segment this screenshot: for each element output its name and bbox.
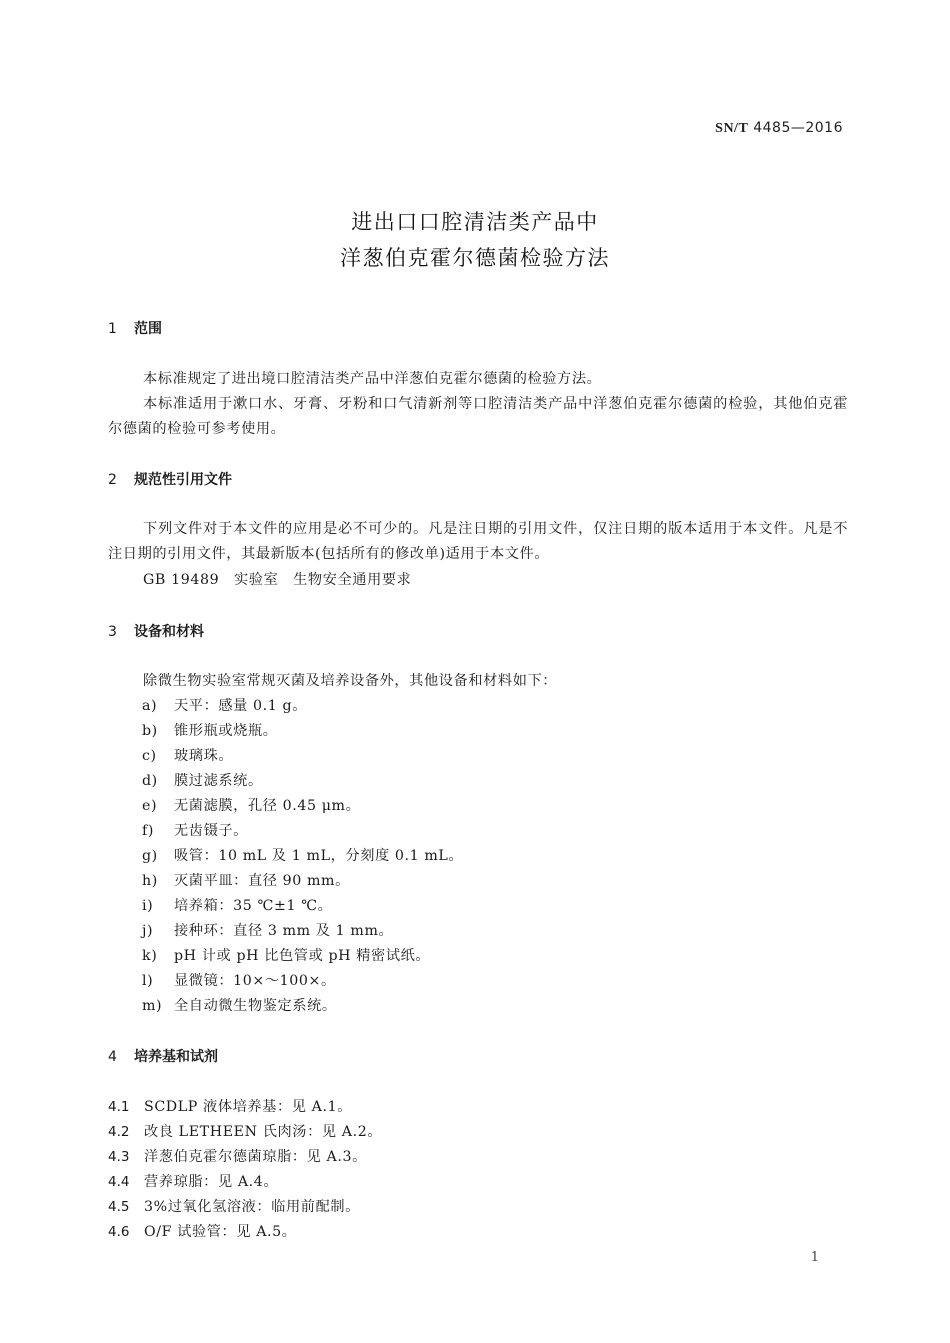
section-number: 2 <box>108 472 117 488</box>
section-number: 4 <box>108 1049 117 1065</box>
subclause-item: 4.2 改良 LETHEEN 氏肉汤：见 A.2。 <box>108 1124 383 1140</box>
subclause-item: 4.3 洋葱伯克霍尔德菌琼脂：见 A.3。 <box>108 1149 367 1165</box>
list-item: i) 培养箱：35 ℃±1 ℃。 <box>142 898 333 914</box>
list-item: a) 天平：感量 0.1 g。 <box>142 698 307 714</box>
list-item: j) 接种环：直径 3 mm 及 1 mm。 <box>142 923 394 939</box>
list-item: d) 膜过滤系统。 <box>142 773 263 789</box>
list-item: c) 玻璃珠。 <box>142 748 234 764</box>
subclause-item: 4.4 营养琼脂：见 A.4。 <box>108 1174 279 1190</box>
list-item: g) 吸管：10 mL 及 1 mL，分刻度 0.1 mL。 <box>142 848 464 864</box>
page-number: 1 <box>810 1250 819 1265</box>
section-title: 规范性引用文件 <box>134 472 232 488</box>
standard-code <box>715 120 843 137</box>
section-heading-normative-references <box>108 469 232 489</box>
subclause-item: 4.5 3%过氧化氢溶液：临用前配制。 <box>108 1199 360 1215</box>
subclause-item: 4.1 SCDLP 液体培养基：见 A.1。 <box>108 1099 353 1115</box>
section-number: 3 <box>108 624 117 640</box>
references-paragraph: 下列文件对于本文件的应用是必不可少的。凡是注日期的引用文件，仅注日期的版本适用于本文件。凡是不注日期的引用文件，其最新版本(包括所有的修改单)适用于本文件。 <box>108 521 848 562</box>
list-item: h) 灭菌平皿：直径 90 mm。 <box>142 873 350 889</box>
document-title-line2: 洋葱伯克霍尔德菌检验方法 <box>340 246 610 270</box>
reference-gb19489: GB 19489 实验室 生物安全通用要求 <box>143 572 412 588</box>
standard-prefix: SN/T <box>715 121 749 136</box>
standard-number: 4485—2016 <box>753 120 843 136</box>
list-item: b) 锥形瓶或烧瓶。 <box>142 723 278 739</box>
list-item: e) 无菌滤膜，孔径 0.45 μm。 <box>142 798 361 814</box>
document-title-line1: 进出口口腔清洁类产品中 <box>351 210 599 234</box>
section-heading-scope <box>108 318 162 338</box>
equipment-intro: 除微生物实验室常规灭菌及培养设备外，其他设备和材料如下： <box>143 673 558 689</box>
section-title: 设备和材料 <box>134 624 204 640</box>
section-title: 范围 <box>134 321 162 337</box>
scope-paragraph-1: 本标准规定了进出境口腔清洁类产品中洋葱伯克霍尔德菌的检验方法。 <box>143 371 602 387</box>
section-title: 培养基和试剂 <box>134 1049 218 1065</box>
list-item: k) pH 计或 pH 比色管或 pH 精密试纸。 <box>142 948 431 964</box>
list-item: m) 全自动微生物鉴定系统。 <box>142 998 337 1014</box>
section-number: 1 <box>108 321 117 337</box>
section-heading-equipment <box>108 621 204 641</box>
list-item: l) 显微镜：10×～100×。 <box>142 973 336 989</box>
list-item: f) 无齿镊子。 <box>142 823 248 839</box>
scope-paragraph-2: 本标准适用于漱口水、牙膏、牙粉和口气清新剂等口腔清洁类产品中洋葱伯克霍尔德菌的检验，其他伯克霍尔德菌的检验可参考使用。 <box>108 396 848 437</box>
section-heading-media-reagents <box>108 1046 218 1066</box>
subclause-item: 4.6 O/F 试验管：见 A.5。 <box>108 1224 297 1240</box>
